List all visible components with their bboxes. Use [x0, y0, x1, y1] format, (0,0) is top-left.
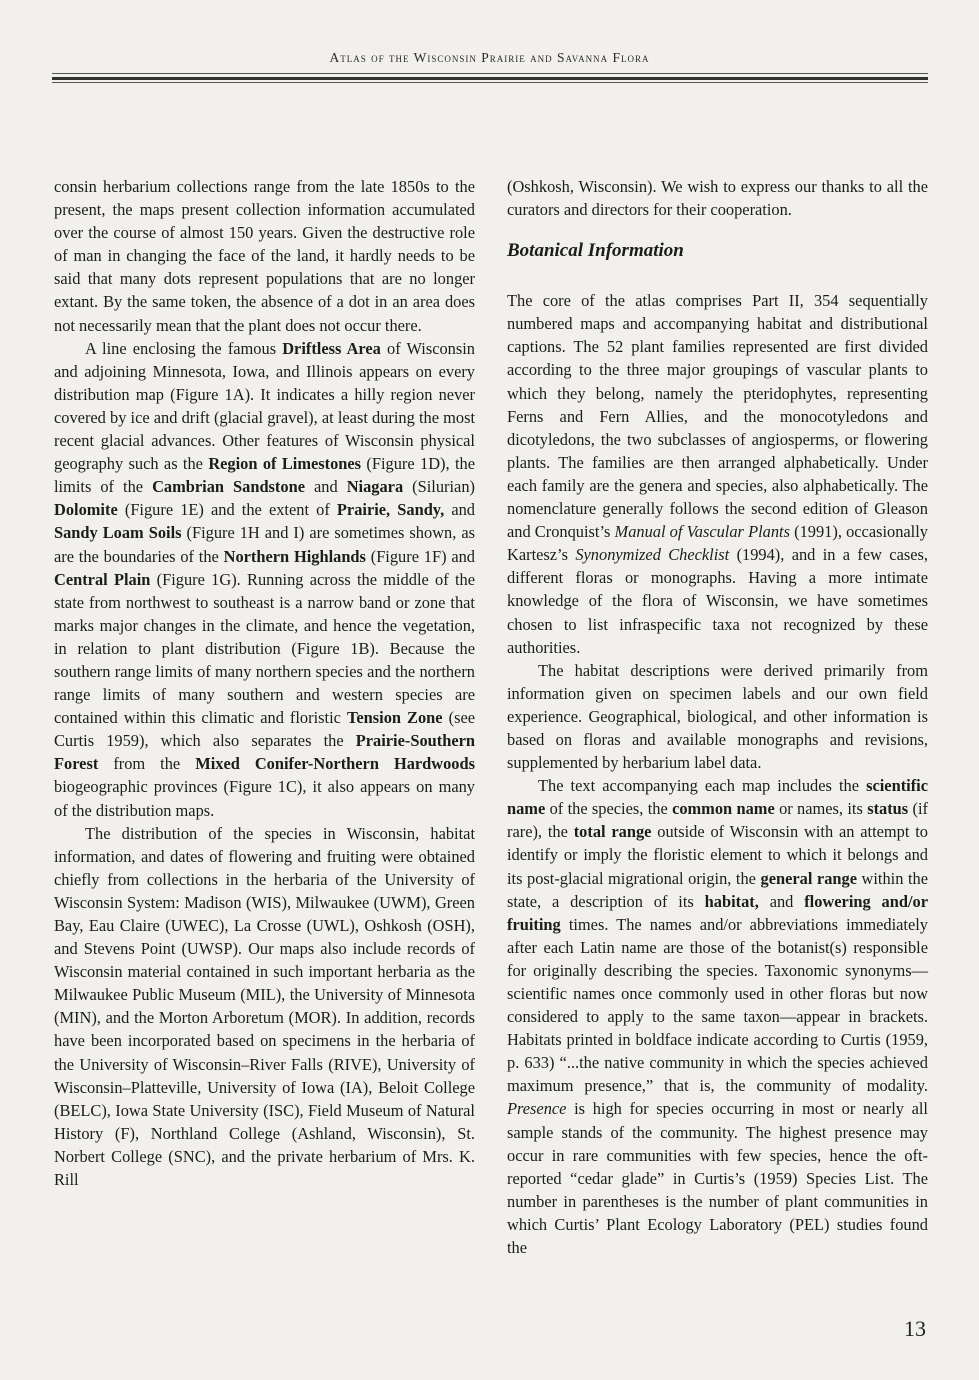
bold-term: Driftless Area — [282, 338, 381, 358]
text-run: times. The names and/or abbreviations immediately after each Latin name are those of the botanist(s) responsible for originally describing the species. Taxonomic synonyms—scientific names once commonly used in other floras but now considered to apply to the same taxon—appear in brackets. Habitats printed in boldface indicate according to Curtis (1959, p. 633) “...the native community in which the species achieved maximum presence,” that is, the community of modality. — [507, 914, 928, 1096]
bold-term: Northern Highlands — [223, 546, 366, 566]
text-run: The core of the atlas comprises Part II, 354 sequentially numbered maps and accompanying habitat and distributional captions. The 52 plant families represented are first divided according to the three major groupings of vascular plants to which they belong, namely the pteridophytes, representing Ferns and Fern Allies, and the monocotyledons and dicotyledons, the two subclasses of angiosperms, or flowering plants. The families are then arranged alphabetically. Under each family are the genera and species, also alphabetically. The nomenclature generally follows the second edition of Gleason and Cronquist’s — [507, 291, 928, 542]
text-run: A line enclosing the famous — [85, 338, 283, 358]
bold-term: habitat, — [704, 891, 759, 911]
text-run: (Figure 1D), the limits of the — [54, 454, 475, 497]
text-run: (if rare), the — [507, 799, 928, 842]
bold-term: Prairie-Southern Forest — [54, 731, 475, 774]
left-column — [54, 175, 475, 1191]
text-run: (Figure 1G). Running across the middle of the state from northwest to southeast is a narrow band or zone that marks major changes in the climate, and hence the vegetation, in relation to plant distribution (Figure 1B). Because the southern range limits of many northern species and the northern range limits of many southern and western species are contained within this climatic and floristic — [54, 569, 475, 728]
paragraph — [507, 774, 928, 1259]
bold-term: scientific name — [507, 776, 928, 819]
section-heading: Botanical Information — [507, 240, 684, 262]
bold-term: Niagara — [346, 477, 404, 497]
bold-term: Dolomite — [54, 500, 118, 520]
italic-term: Synonymized Checklist — [575, 545, 730, 565]
bold-term: status — [867, 799, 909, 819]
text-run: of Wisconsin and adjoining Minnesota, Iowa, and Illinois appears on every distribution map (Figure 1A). It indicates a hilly region never covered by ice and drift (glacial gravel), at least during the most recent glacial advances. Other features of Wisconsin physical geography such as the — [54, 338, 476, 474]
text-run: (see Curtis 1959), which also separates the — [54, 708, 476, 751]
header-rule-bottom — [52, 82, 928, 83]
bold-term: general range — [760, 868, 857, 888]
bold-term: Prairie, Sandy, — [336, 500, 445, 520]
text-run: (Figure 1E) and the extent of — [117, 500, 337, 520]
bold-term: Sandy Loam Soils — [54, 523, 182, 543]
paragraph: (Oshkosh, Wisconsin). We wish to express our thanks to all the curators and directors for their cooperation. — [507, 177, 928, 220]
paragraph: The habitat descriptions were derived primarily from information given on specimen labels and our own field experience. Geographical, biological, and other information is based on floras and available monographs and revisions, supplemented by herbarium label data. — [507, 660, 928, 773]
bold-term: Cambrian Sandstone — [152, 477, 305, 497]
header-rule-top — [52, 73, 928, 74]
italic-term: Presence — [507, 1099, 567, 1119]
right-column — [507, 175, 928, 1259]
text-run: within the state, a description of its — [507, 868, 928, 911]
bold-term: flowering and/or fruiting — [507, 891, 928, 934]
text-run: (1994), and in a few cases, different floras or monographs. Having a more intimate knowledge of the flora of Wisconsin, we have sometimes chosen to list infraspecific taxa not recognized by these authorities. — [507, 545, 928, 657]
running-head: Atlas of the Wisconsin Prairie and Savanna Flora — [329, 50, 650, 65]
paragraph — [54, 337, 475, 822]
bold-term: Region of Limestones — [208, 454, 362, 474]
text-run: (Figure 1F) and — [365, 546, 476, 566]
text-run: biogeographic provinces (Figure 1C), it also appears on many of the distribution maps. — [54, 777, 475, 820]
paragraph — [507, 289, 928, 659]
text-run: and — [444, 500, 475, 520]
bold-term: Mixed Conifer-Northern Hardwoods — [195, 754, 475, 774]
page-number: 13 — [904, 1316, 926, 1341]
paragraph: consin herbarium collections range from the late 1850s to the present, the maps present collection information accumulated over the course of almost 150 years. Given the destructive role of man in changing the face of the land, it hardly needs to be said that many dots represent populations that are no longer extant. By the same token, the absence of a dot in an area does not necessarily mean that the plant does not occur there. — [54, 177, 475, 335]
bold-term: total range — [573, 822, 652, 842]
text-run: or names, its — [774, 799, 868, 819]
text-run: of the species, the — [545, 799, 673, 819]
text-run: (Silurian) — [403, 477, 475, 497]
text-run: The text accompanying each map includes the — [538, 776, 867, 796]
text-run: outside of Wisconsin with an attempt to identify or imply the floristic element to which it belongs and its post-glacial migrational origin, the — [507, 822, 928, 888]
text-run: and — [758, 891, 805, 911]
text-run: is high for species occurring in most or nearly all sample stands of the community. The highest presence may occur in rare communities with few species, hence the oft-reported “cedar glade” in Curtis’s (1959) Species List. The number in parentheses is the number of plant communities in which Curtis’ Plant Ecology Laboratory (PEL) studies found the — [507, 1099, 928, 1258]
text-run: (1991), occasionally Kartesz’s — [507, 522, 928, 565]
text-run: (Figure 1H and I) are sometimes shown, as are the boundaries of the — [54, 523, 475, 566]
bold-term: Tension Zone — [346, 708, 443, 728]
italic-term: Manual of Vascular Plants — [614, 522, 790, 542]
paragraph: The distribution of the species in Wisconsin, habitat information, and dates of flowering and fruiting were obtained chiefly from collections in the herbaria of the University of Wisconsin System: Madison (WIS), Milwaukee (UWM), Green Bay, Eau Claire (UWEC), La Crosse (UWL), Oshkosh (OSH), and Stevens Point (UWSP). Our maps also include records of Wisconsin material contained in such important herbaria as the Milwaukee Public Museum (MIL), the University of Minnesota (MIN), and the Morton Arboretum (MOR). In addition, records have been incorporated based on specimens in the herbaria of the University of Wisconsin–River Falls (RIVE), University of Wisconsin–Platteville, University of Iowa (IA), Beloit College (BELC), Iowa State University (ISC), Field Museum of Natural History (F), Northland College (Ashland, Wisconsin), St. Norbert College (SNC), and the private herbarium of Mrs. K. Rill — [54, 823, 475, 1190]
bold-term: Central Plain — [54, 569, 151, 589]
text-run: and — [304, 477, 347, 497]
header-rule-thick — [52, 77, 928, 80]
text-run: from the — [98, 754, 196, 774]
bold-term: common name — [672, 799, 775, 819]
